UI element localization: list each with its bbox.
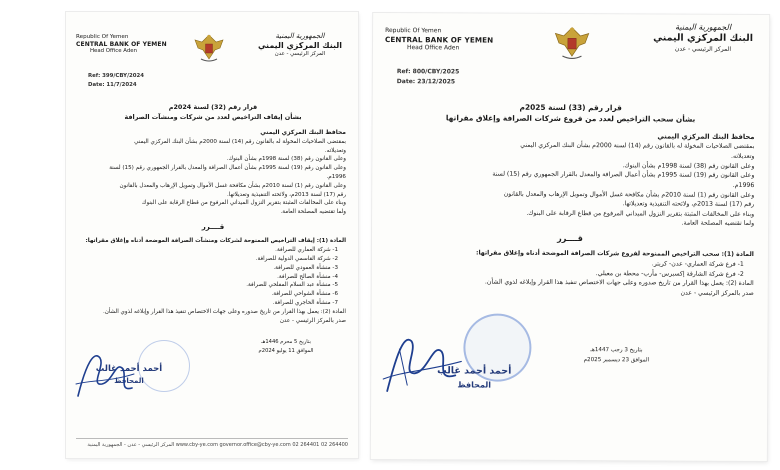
signatory-title: المحافظ <box>114 377 144 385</box>
list-item: 2- شركة القاسمي الدولية للصرافة. <box>255 255 338 262</box>
preamble-line: رقم (17) لسنة 2013م، ولائحته التنفيذية وتعديلاتها. <box>622 200 755 209</box>
issued-place: صدر بالمركز الرئيسي - عدن <box>680 289 754 297</box>
yemen-eagle-emblem-icon <box>192 32 226 64</box>
decision-body <box>80 102 346 325</box>
preamble-line: وبناء على المخالفات المثبتة بتقرير النزول الميداني المرفوع من قطاع الرقابة على البنوك <box>141 200 346 207</box>
reference-block <box>397 67 459 87</box>
reference-block <box>88 72 144 89</box>
header-en-line1: Republic Of Yemen <box>76 34 129 40</box>
issue-dates <box>236 338 336 356</box>
decided-heading: قــــرر <box>557 233 583 244</box>
decision-title: قرار رقم (33) لسنة 2025م <box>519 102 622 113</box>
article-1: المادة (1): إيقاف التراخيص الممنوحة لشركات ومنشآت الصرافة الموضحة أدناه وإغلاق مقراتها: <box>85 238 346 245</box>
header-en <box>76 34 167 55</box>
list-item: 4- منشأة الصالح للصرافة. <box>277 273 338 280</box>
hijri-date: بتاريخ 3 رجب 1447هـ <box>590 347 643 354</box>
yemen-eagle-emblem-icon <box>551 24 593 62</box>
header-ar-line2: البنك المركزي اليمني <box>653 32 753 45</box>
list-item: 3- منشأة العمودي للصرافة. <box>273 264 338 271</box>
issue-dates <box>561 346 671 366</box>
header-ar-line1: الجمهورية اليمنية <box>675 22 732 32</box>
preamble-line: بمقتضى الصلاحيات المخولة له بالقانون رقم (14) لسنة 2000م بشأن البنك المركزي اليمني <box>134 138 346 145</box>
decision-subject: بشأن سحب التراخيص لعدد من فروع شركات الصرافة وإغلاق مقراتها <box>445 113 696 125</box>
preamble-line: بمقتضى الصلاحيات المخولة له بالقانون رقم (14) لسنة 2000م بشأن البنك المركزي اليمني <box>520 142 755 151</box>
signature-icon <box>377 319 467 399</box>
header-en-line2: CENTRAL BANK OF YEMEN <box>385 34 494 45</box>
decision-32-document <box>66 12 358 458</box>
header-ar <box>645 22 761 53</box>
reference-number: Ref: 399/CBY/2024 <box>88 73 145 79</box>
preamble-line: رقم (17) لسنة 2013م، ولائحته التنفيذية وتعديلاتها. <box>227 191 346 198</box>
list-item: 7- منشأة الحاجري للصرافة. <box>272 299 338 306</box>
preamble-line: وبناء على المخالفات المثبتة بتقرير النزول الميداني المرفوع من قطاع الرقابة على البنوك. <box>526 209 755 218</box>
reference-number: Ref: 800/CBY/2025 <box>396 68 460 76</box>
list-item: 1- فرع شركة العماري- عدن- كريتر. <box>651 260 744 268</box>
signatory-title: المحافظ <box>457 380 492 390</box>
header-ar <box>252 32 348 59</box>
list-item: 2- فرع شركة الشارقة إكسبرس- مأرب- محطة بن معيلي. <box>595 269 744 278</box>
header-en <box>385 27 493 52</box>
gregorian-date: الموافق 23 ديسمبر 2025م <box>583 356 650 363</box>
header-en-line3: Head Office Aden <box>90 48 138 55</box>
decision-title: قرار رقم (32) لسنة 2024م <box>168 103 258 111</box>
list-item: 6- منشأة الشواحي للصرافة. <box>271 291 338 298</box>
signature-icon <box>72 344 142 404</box>
header-en-line2: CENTRAL BANK OF YEMEN <box>76 40 167 48</box>
preamble-line: 1996م. <box>326 174 346 180</box>
article-1: المادة (1): سحب التراخيص الممنوحة لفروع شركات الصرافة الموضحة أدناه وإغلاق مقراتها: <box>475 249 754 259</box>
preamble-line: وعلى القانون رقم (38) لسنة 1998م بشأن البنوك. <box>226 156 346 163</box>
article-2: المادة (2): يعمل بهذا القرار من تاريخ صدوره وعلى جهات الاختصاص تنفيذ هذا القرار وإبلاغه لذوي الشأن. <box>102 308 346 315</box>
header-ar-line1: الجمهورية اليمنية <box>275 32 325 40</box>
preamble-line: وتعديلاته. <box>731 152 755 161</box>
issued-place: صدر بالمركز الرئيسي - عدن <box>279 317 346 324</box>
header-ar-line2: البنك المركزي اليمني <box>257 41 343 51</box>
preamble-line: ولما تقتضيه المصلحة العامة. <box>681 219 755 228</box>
entity-list <box>386 258 754 279</box>
list-item: 5- منشأة عبد السلام المفلحي للصرافة. <box>246 282 338 289</box>
page-footer: www.cby-ye.com governor.office@cby-ye.com 02 264401 02 264400 المركز الرئيسي - عدن - الجمهورية اليمنية <box>76 438 348 448</box>
governor-heading: محافظ البنك المركزي اليمني <box>260 129 346 137</box>
entity-list <box>80 246 346 308</box>
preamble <box>80 138 346 217</box>
hijri-date: بتاريخ 5 محرم 1446هـ <box>261 339 311 345</box>
preamble-line: وعلى القانون رقم (19) لسنة 1995م بشأن أعمال الصرافة والمعدل بالقرار الجمهوري رقم (15) لسنة <box>109 165 346 172</box>
signatory-name: أحمد أحمد غالب <box>95 364 163 374</box>
header-ar-line3: المركز الرئيسي - عدن <box>674 45 732 53</box>
document-date: Date: 11/7/2024 <box>88 81 137 88</box>
preamble-line: وعلى القانون رقم (38) لسنة 1998م بشأن البنوك. <box>622 161 755 170</box>
decision-body <box>386 101 755 298</box>
decided-heading: قــــرر <box>201 223 225 232</box>
header-en-line3: Head Office Aden <box>406 43 460 51</box>
gregorian-date: الموافق 11 يوليو 2024م <box>258 347 314 354</box>
decision-33-document <box>371 13 769 461</box>
header-en-line1: Republic Of Yemen <box>385 27 442 35</box>
governor-heading: محافظ البنك المركزي اليمني <box>657 132 755 141</box>
document-date: Date: 23/12/2025 <box>396 77 456 85</box>
decision-subject: بشأن إيقاف التراخيص لعدد من شركات ومنشآت الصرافة <box>124 113 302 122</box>
preamble-line: ولما تقتضيه المصلحة العامة. <box>280 209 346 216</box>
preamble-line: وعلى القانون رقم (1) لسنة 2010م بشأن مكافحة غسل الأموال وتمويل الإرهاب والمعدل بالقانون <box>119 182 346 189</box>
preamble-line: وعلى القانون رقم (1) لسنة 2010م بشأن مكافحة غسل الأموال وتمويل الإرهاب والمعدل بالقانون <box>503 190 755 199</box>
header-ar-line3: المركز الرئيسي - عدن <box>274 51 326 58</box>
article-2: المادة (2): يعمل بهذا القرار من تاريخ صدوره وعلى جهات الاختصاص تنفيذ هذا القرار وإبلاغه لذوي الشأن. <box>484 278 754 288</box>
preamble-line: وعلى القانون رقم (19) لسنة 1995م بشأن أعمال الصرافة والمعدل بالقرار الجمهوري رقم (15) لسنة <box>492 170 755 180</box>
preamble-line: وتعديلاته. <box>324 147 346 154</box>
list-item: 1- شركة العماري للصرافة. <box>275 247 338 254</box>
signatory-name: أحمد أحمد غالب <box>437 365 512 377</box>
preamble <box>386 141 754 229</box>
preamble-line: 1996م. <box>732 181 755 189</box>
